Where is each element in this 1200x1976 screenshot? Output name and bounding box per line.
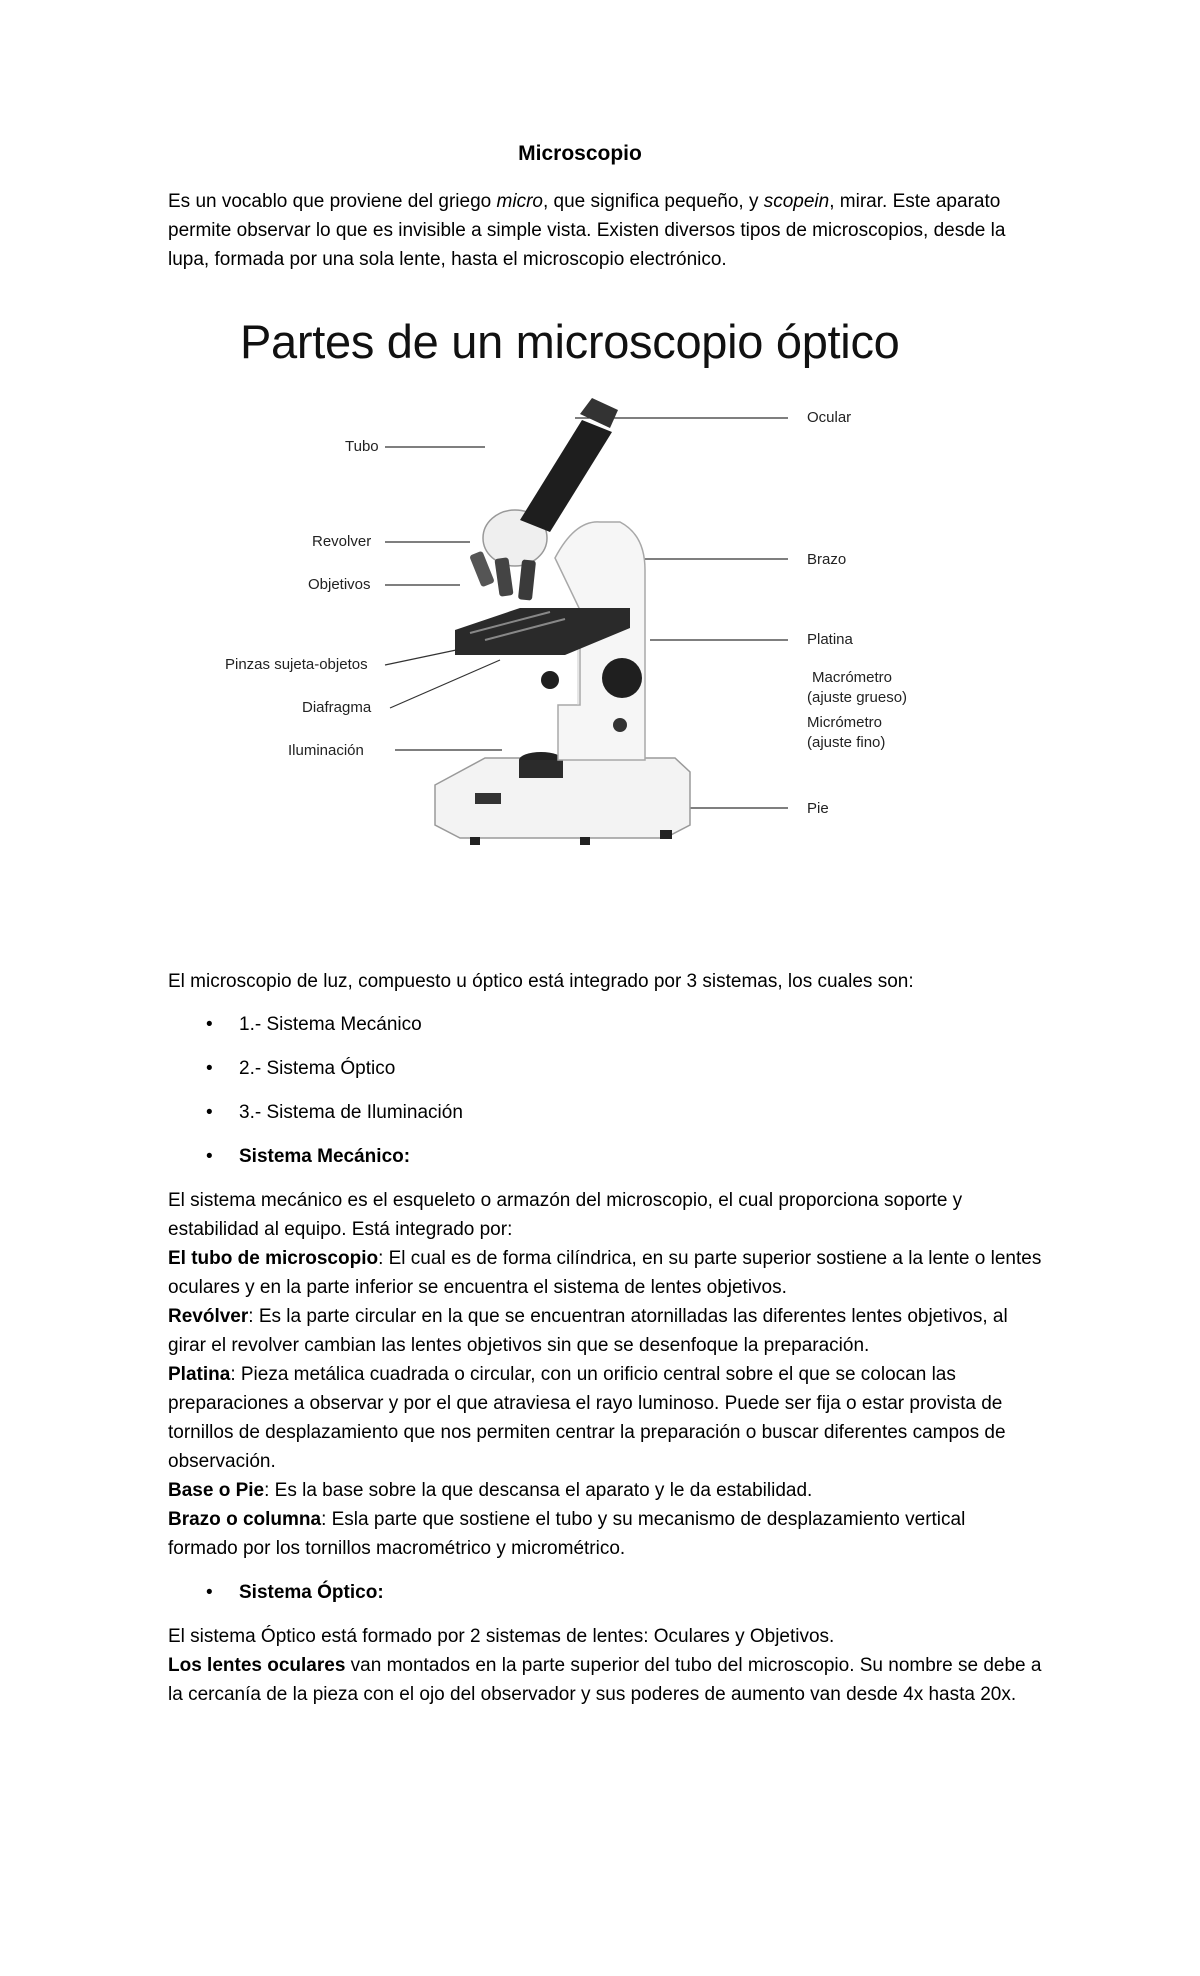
optico-text: El sistema Óptico está formado por 2 sistemas de lentes: Oculares y Objetivos. <box>168 1626 835 1647</box>
diagram-title: Partes de un microscopio óptico <box>240 315 900 368</box>
bullet-icon: • <box>206 1146 213 1167</box>
lamp-body <box>519 760 563 778</box>
bullet-icon: • <box>206 1582 213 1603</box>
mecanico-text: El sistema mecánico es el esqueleto o armazón del microscopio, el cual proporciona soporte y <box>168 1190 963 1211</box>
definition-text: : Pieza metálica cuadrada o circular, con un orificio central sobre el que se colocan las <box>230 1364 956 1385</box>
definition-text: van montados en la parte superior del tubo del microscopio. Su nombre se debe a <box>345 1655 1042 1676</box>
label-revolver: Revolver <box>312 533 372 550</box>
label-tubo: Tubo <box>345 438 379 455</box>
definition-text: : Es la parte circular en la que se encuentran atornilladas las diferentes lentes objetivos, al <box>248 1306 1008 1327</box>
microscope-diagram <box>220 310 1000 890</box>
intro-line-2: permite observar lo que es invisible a simple vista. Existen diversos tipos de microscopios, desde la <box>168 220 1006 241</box>
intro-paragraph <box>168 187 1068 274</box>
intro-text: Es un vocablo que proviene del griego <box>168 191 497 212</box>
definition-text: : Es la base sobre la que descansa el aparato y le da estabilidad. <box>264 1480 813 1501</box>
intro-line-1 <box>168 187 1068 216</box>
label-ocular: Ocular <box>807 409 852 426</box>
label-micrometro: Micrómetro <box>807 714 883 731</box>
base-line <box>168 1476 1068 1505</box>
definition-text: formado por los tornillos macrométrico y micrométrico. <box>168 1538 626 1559</box>
intro-line-3: lupa, formada por una sola lente, hasta el microscopio electrónico. <box>168 249 727 270</box>
definition-text: girar el revolver cambian las lentes objetivos sin que se desenfoque la preparación. <box>168 1335 870 1356</box>
label-diafragma: Diafragma <box>302 699 372 716</box>
optico-heading-list <box>168 1578 1068 1607</box>
section-heading-optico: Sistema Óptico: <box>239 1582 384 1603</box>
intro-text: , mirar. Este aparato <box>829 191 1001 212</box>
list-item-text: 2.- Sistema Óptico <box>239 1058 396 1079</box>
oculares-line <box>168 1651 1068 1680</box>
label-objetivos: Objetivos <box>308 576 371 593</box>
label-macrometro: Macrómetro <box>812 669 893 686</box>
coarse-knob <box>602 658 642 698</box>
term-platina: Platina <box>168 1364 231 1385</box>
definition-text: tornillos de desplazamiento que nos permiten centrar la preparación o buscar diferentes campos de <box>168 1422 1006 1443</box>
foot-mid <box>580 837 590 845</box>
page-title: Microscopio <box>518 142 642 165</box>
list-item <box>168 1010 1068 1054</box>
mecanico-section <box>168 1186 1068 1563</box>
term-brazo: Brazo o columna <box>168 1509 322 1530</box>
list-item-text: 1.- Sistema Mecánico <box>239 1014 422 1035</box>
definition-text: oculares y en la parte inferior se encuentra el sistema de lentes objetivos. <box>168 1277 787 1298</box>
optico-section <box>168 1622 1068 1709</box>
systems-list <box>168 1010 1068 1186</box>
term-revolver: Revólver <box>168 1306 249 1327</box>
mecanico-text: estabilidad al equipo. Está integrado por: <box>168 1219 513 1240</box>
term-base: Base o Pie <box>168 1480 265 1501</box>
list-item <box>168 1054 1068 1098</box>
term-micro: micro <box>496 191 543 212</box>
term-oculares: Los lentes oculares <box>168 1655 346 1676</box>
intro-text: , que significa pequeño, y <box>542 191 764 212</box>
definition-text: : Esla parte que sostiene el tubo y su mecanismo de desplazamiento vertical <box>321 1509 966 1530</box>
base-plate <box>475 793 501 804</box>
list-item <box>168 1142 1068 1186</box>
tube-shape <box>520 420 612 532</box>
term-tubo: El tubo de microscopio <box>168 1248 379 1269</box>
list-item <box>168 1578 1068 1607</box>
foot-left <box>470 837 480 845</box>
label-micrometro-sub: (ajuste fino) <box>807 734 886 751</box>
tubo-line <box>168 1244 1068 1273</box>
definition-text: observación. <box>168 1451 276 1472</box>
term-scopein: scopein <box>763 191 830 212</box>
brazo-line <box>168 1505 1068 1534</box>
microscope-illustration <box>220 310 1000 890</box>
systems-intro: El microscopio de luz, compuesto u óptico está integrado por 3 sistemas, los cuales son: <box>168 971 914 992</box>
list-item-text: 3.- Sistema de Iluminación <box>239 1102 463 1123</box>
foot-right <box>660 830 672 839</box>
fine-knob <box>613 718 627 732</box>
platina-line <box>168 1360 1068 1389</box>
label-platina: Platina <box>807 631 853 648</box>
definition-text: : El cual es de forma cilíndrica, en su parte superior sostiene a la lente o lentes <box>378 1248 1042 1269</box>
bullet-icon: • <box>206 1102 213 1123</box>
definition-text: preparaciones a observar y por el que atraviesa el rayo luminoso. Puede ser fija o estar provista de <box>168 1393 1003 1414</box>
definition-text: la cercanía de la pieza con el ojo del observador y sus poderes de aumento van desde 4x hasta 20x. <box>168 1684 1017 1705</box>
bullet-icon: • <box>206 1058 213 1079</box>
label-brazo: Brazo <box>807 551 847 568</box>
list-item <box>168 1098 1068 1142</box>
section-heading-mecanico: Sistema Mecánico: <box>239 1146 411 1167</box>
label-pie: Pie <box>807 800 829 817</box>
knob-left <box>541 671 559 689</box>
label-iluminacion: Iluminación <box>288 742 364 759</box>
label-macrometro-sub: (ajuste grueso) <box>807 689 908 706</box>
label-pinzas: Pinzas sujeta-objetos <box>225 656 368 673</box>
revolver-line <box>168 1302 1068 1331</box>
leader-diafragma <box>390 660 500 708</box>
bullet-icon: • <box>206 1014 213 1035</box>
